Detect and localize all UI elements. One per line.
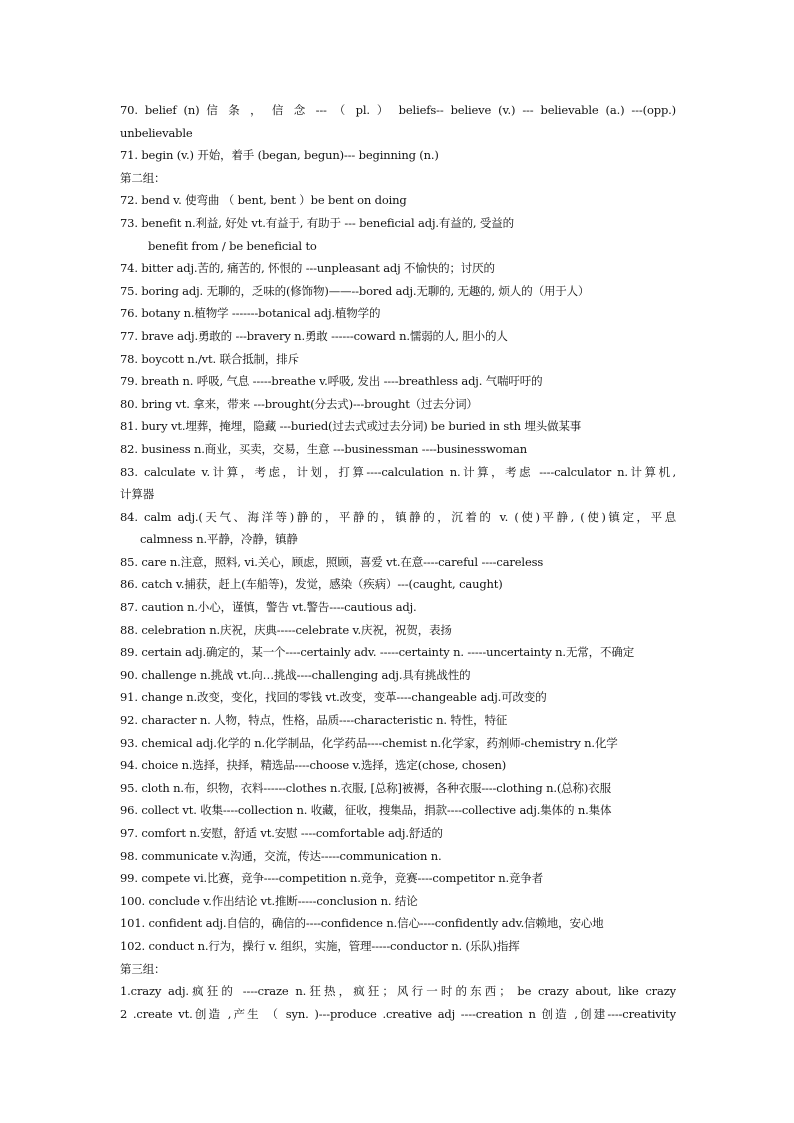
vocab-line: benefit from / be beneficial to	[148, 238, 317, 253]
vocab-line: 81. bury vt.埋葬，掩埋，隐藏 ---buried(过去式或过去分词) be buried in sth 埋头做某事	[120, 419, 582, 434]
vocab-line: 75. boring adj. 无聊的，乏味的(修饰物)——--bored adj.无聊的, 无趣的, 烦人的（用于人）	[120, 283, 590, 298]
vocab-line: 80. bring vt. 拿来，带来 ---brought(分去式)---brought（过去分词）	[120, 396, 478, 411]
vocab-line: 101. confident adj.自信的，确信的----confidence n.信心----confidently adv.信赖地，安心地	[120, 916, 604, 931]
vocab-line: 79. breath n. 呼吸, 气息 -----breathe v.呼吸, 发出 ----breathless adj. 气喘吁吁的	[120, 374, 543, 389]
vocab-line: 83. calculate v.计算，考虑，计划，打算----calculation n.计算，考虑 ----calculator n.计算机,	[120, 464, 676, 479]
vocab-line: 94. choice n.选择，抉择，精选品----choose v.选择，选定(chose, chosen)	[120, 758, 507, 773]
vocab-line: 77. brave adj.勇敢的 ---bravery n.勇敢 ------coward n.懦弱的人, 胆小的人	[120, 328, 508, 343]
vocab-line: 84. calm adj.(天气、海洋等)静的，平静的，镇静的，沉着的 v. (使)平静, (使)镇定，平息	[120, 509, 676, 524]
vocab-line: 100. conclude v.作出结论 vt.推断-----conclusion n. 结论	[120, 893, 418, 908]
vocab-line: 91. change n.改变，变化，找回的零钱 vt.改变，变革----changeable adj.可改变的	[120, 690, 547, 705]
vocab-line: 98. communicate v.沟通，交流，传达-----communication n.	[120, 848, 442, 863]
vocab-line: 76. botany n.植物学 -------botanical adj.植物学的	[120, 306, 381, 321]
vocab-line: 87. caution n.小心，谨慎，警告 vt.警告----cautious adj.	[120, 600, 417, 615]
vocab-line: 97. comfort n.安慰，舒适 vt.安慰 ----comfortable adj.舒适的	[120, 826, 443, 840]
vocab-line: 2 .create vt.创造 ,产生 （ syn. )---produce .creative adj ----creation n 创造 ,创建----creativity	[120, 1006, 676, 1021]
group-heading: 第二组：	[120, 170, 166, 185]
vocab-line: 73. benefit n.利益, 好处 vt.有益于, 有助于 --- beneficial adj.有益的, 受益的	[120, 215, 514, 230]
vocab-line: calmness n.平静，冷静，镇静	[140, 532, 298, 547]
vocab-line: 1.crazy adj.疯狂的 ----craze n.狂热，疯狂；风行一时的东西； be crazy about, like crazy	[120, 984, 676, 999]
vocab-line: 78. boycott n./vt. 联合抵制，排斥	[120, 351, 299, 366]
group-heading: 第三组：	[120, 961, 166, 976]
vocab-line: 89. certain adj.确定的，某一个----certainly adv. -----certainty n. -----uncertainty n.无常，不确定	[120, 645, 635, 660]
vocab-line: 96. collect vt. 收集----collection n. 收藏，征收，搜集品，捐款----collective adj.集体的 n.集体	[120, 803, 612, 818]
vocab-line: 82. business n.商业，买卖，交易，生意 ---businessman ----businesswoman	[120, 441, 528, 456]
vocab-line: 95. cloth n.布，织物，衣料------clothes n.衣服, [总称]被褥，各种衣服----clothing n.(总称)衣服	[120, 780, 611, 795]
vocab-line: 计算器	[120, 487, 155, 502]
vocab-line: 92. character n. 人物，特点，性格，品质----characteristic n. 特性，特征	[120, 713, 508, 728]
vocab-line: 86. catch v.捕获，赶上(车船等)，发觉，感染（疾病）---(caught, caught)	[120, 577, 503, 592]
vocab-line: 72. bend v. 使弯曲 （ bent, bent ）be bent on doing	[120, 193, 407, 208]
vocab-line: unbelievable	[120, 125, 193, 140]
vocab-line: 74. bitter adj.苦的, 痛苦的, 怀恨的 ---unpleasant adj 不愉快的；讨厌的	[120, 261, 495, 276]
vocab-line: 88. celebration n.庆祝，庆典-----celebrate v.庆祝，祝贺，表扬	[120, 622, 452, 637]
vocabulary-list	[120, 99, 676, 1025]
vocab-line: 90. challenge n.挑战 vt.向…挑战----challenging adj.具有挑战性的	[120, 667, 471, 682]
vocab-line: 71. begin (v.) 开始，着手 (began, begun)--- beginning (n.)	[120, 148, 439, 163]
vocab-line: 70. belief (n) 信 条 ， 信 念 --- （ pl. ） beliefs-- believe (v.) --- believable (a.) ---(opp.)	[120, 103, 676, 117]
vocab-line: 102. conduct n.行为，操行 v. 组织，实施，管理-----conductor n. (乐队)指挥	[120, 938, 520, 953]
vocab-line: 93. chemical adj.化学的 n.化学制品，化学药品----chemist n.化学家，药剂师-chemistry n.化学	[120, 735, 618, 750]
vocab-line: 85. care n.注意，照料, vi.关心，顾虑，照顾，喜爱 vt.在意----careful ----careless	[120, 554, 544, 569]
vocab-line: 99. compete vi.比赛，竞争----competition n.竞争，竞赛----competitor n.竞争者	[120, 871, 544, 886]
